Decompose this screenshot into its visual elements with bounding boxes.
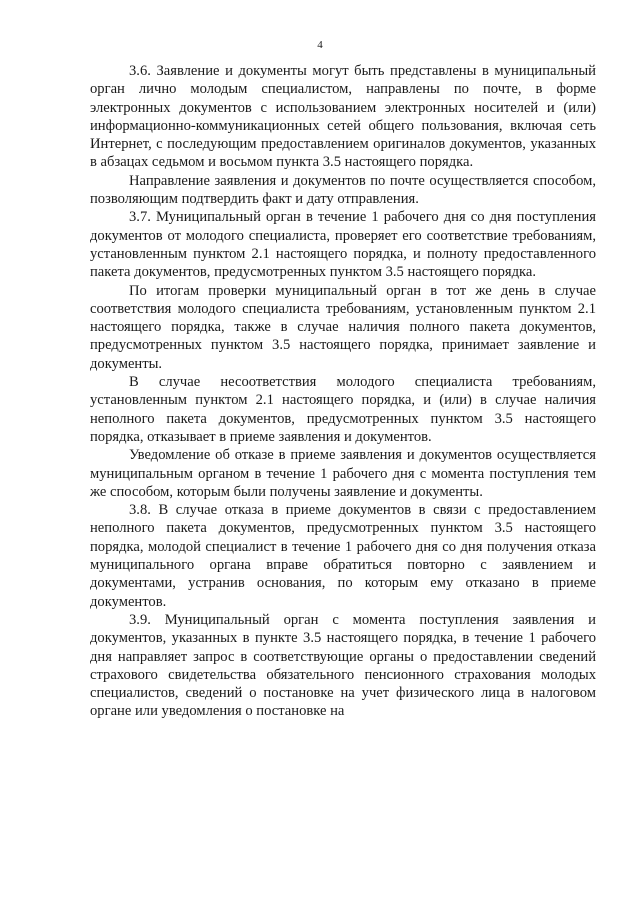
document-body <box>90 62 596 721</box>
paragraph-3-9: 3.9. Муниципальный орган с момента поступления заявления и документов, указанных в пункте 3.5 настоящего порядка, в течение 1 рабочего дня направляет запрос в соответствующие органы о предоставлении сведений страхового свидетельства обязательного пенсионного страхования молодых специалистов, сведений о постановке на учет физического лица в налоговом органе или уведомления о постановке на <box>90 611 596 720</box>
paragraph-3-7: 3.7. Муниципальный орган в течение 1 рабочего дня со дня поступления документов от молодого специалиста, проверяет его соответствие требованиям, установленным пунктом 2.1 настоящего порядка, и полноту предоставленного пакета документов, предусмотренных пунктом 3.5 настоящего порядка. <box>90 209 596 281</box>
paragraph-noncompliance: В случае несоответствия молодого специалиста требованиям, установленным пунктом 2.1 настоящего порядка, и (или) в случае наличия неполного пакета документов, предусмотренных пунктом 3.5 настоящего порядка, отказывает в приеме заявления и документов. <box>90 374 596 445</box>
page-number: 4 <box>317 39 323 51</box>
paragraph-refusal-notice: Уведомление об отказе в приеме заявления и документов осуществляется муниципальным органом в течение 1 рабочего дня с момента поступления тем же способом, которым были получены заявление и документы. <box>90 447 596 500</box>
paragraph-3-8: 3.8. В случае отказа в приеме документов в связи с предоставлением неполного пакета документов, предусмотренных пунктом 3.5 настоящего порядка, молодой специалист в течение 1 рабочего дня со дня получения отказа муниципального органа вправе обратиться повторно с заявлением и документами, устранив основания, по которым ему отказано в приеме документов. <box>90 502 596 610</box>
paragraph-3-6: 3.6. Заявление и документы могут быть представлены в муниципальный орган лично молодым специалистом, направлены по почте, в форме электронных документов с использованием электронных носителей и (или) информационно-коммуникационных сетей общего пользования, включая сеть Интернет, с последующим предоставлением оригиналов документов, указанных в абзацах седьмом и восьмом пункта 3.5 настоящего порядка. <box>90 63 596 171</box>
paragraph-mail-sending: Направление заявления и документов по почте осуществляется способом, позволяющим подтвердить факт и дату отправления. <box>90 172 596 208</box>
paragraph-check-results: По итогам проверки муниципальный орган в тот же день в случае соответствия молодого специалиста требованиям, установленным пунктом 2.1 настоящего порядка, также в случае наличия полного пакета документов, предусмотренных пунктом 3.5 настоящего порядка, принимает заявление и документы. <box>90 282 596 372</box>
